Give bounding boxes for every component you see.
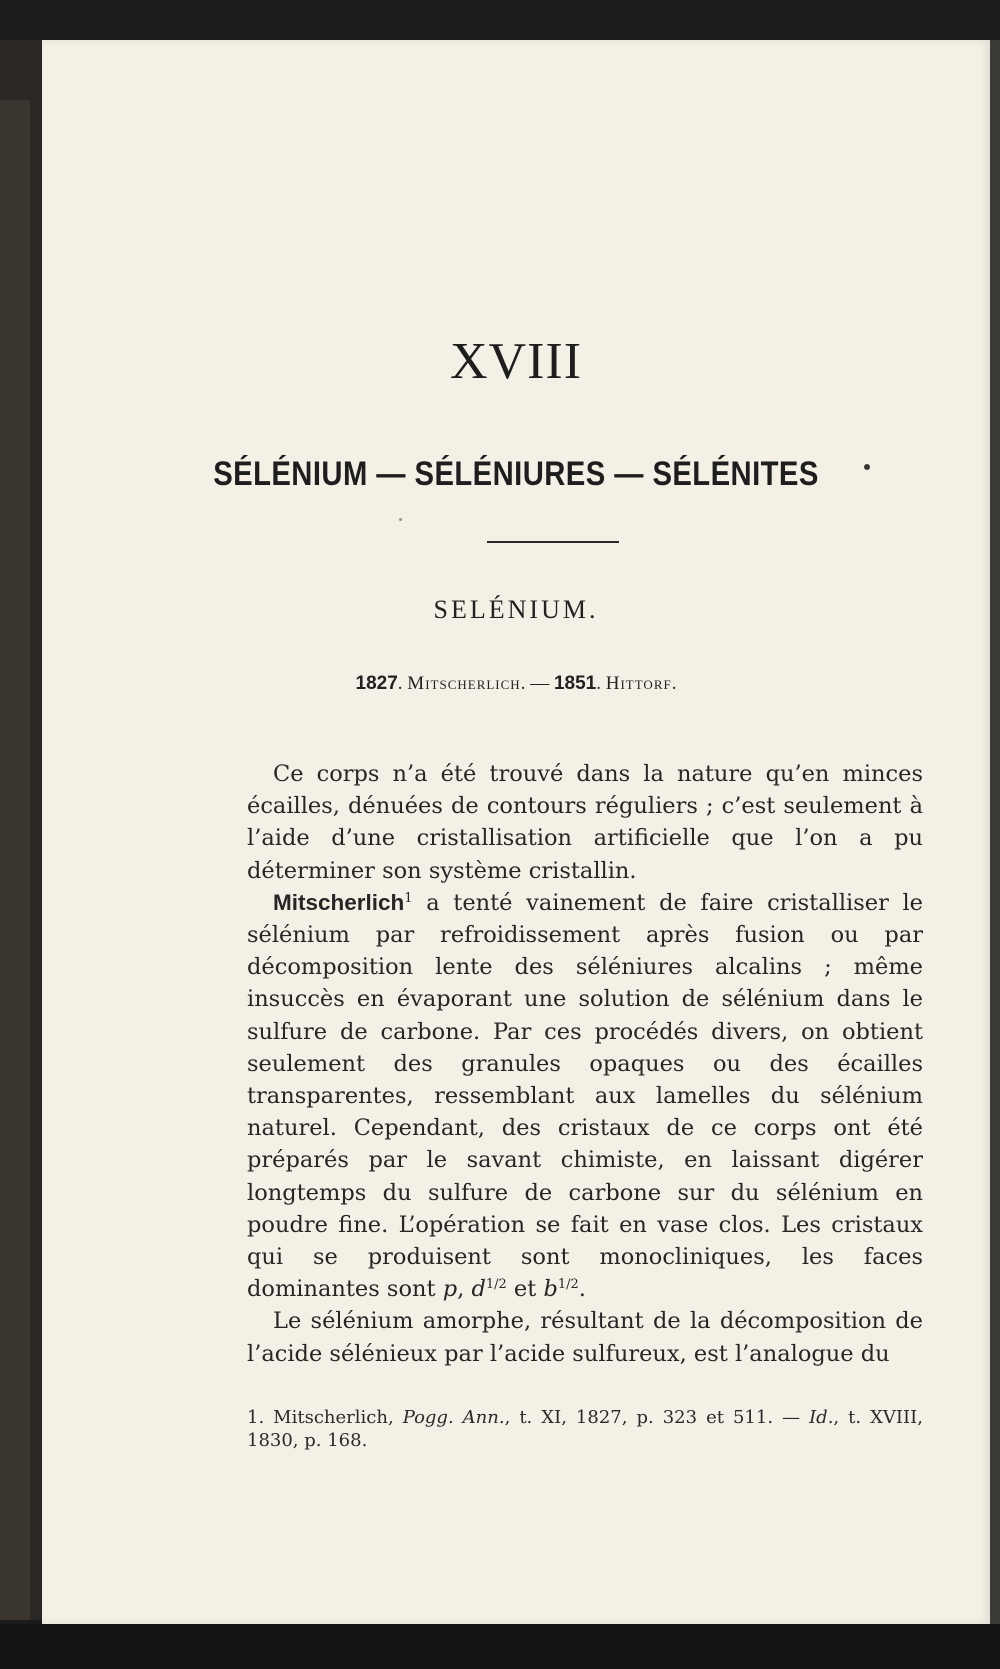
face-d: d [471,1276,486,1303]
history-line: 1827. Mitscherlich. — 1851. Hittorf. [355,673,677,694]
section-title: SELÉNIUM. [433,595,599,624]
scan-top-border [0,0,1000,40]
history-year-2: 1851 [553,673,597,694]
scan-left-border [0,40,42,1620]
face-p: p [442,1276,458,1303]
face-d-exponent: 1/2 [485,1277,507,1293]
scan-bottom-border [0,1624,1000,1669]
footnote: 1. Mitscherlich, Pogg. Ann., t. XI, 1827, p. 323 et 511. — Id., t. XVIII, 1830, p. 168. [247,1407,923,1451]
title-divider [487,541,619,543]
footnote-marker: 1 [404,890,413,906]
body-text [247,758,923,1370]
paragraph-2: Mitscherlich$^1$ a tenté vainement de faire cristalliser le sélénium par refroidissement après fusion ou par décomposition lente des séléniures alcalins ; même insuccès en évaporant une solution de sélénium dans le sulfure de carbone. Par ces procédés divers, on obtient seulement des granules opaques ou des écailles transparentes, ressemblant aux lamelles du sélénium naturel. Cependant, des cristaux de ce corps ont été préparés par le savant chimiste, en laissant digérer longtemps du sulfure de carbone sur du sélénium en poudre fine. L’opération se fait en vase clos. Les cristaux qui se produisent sont monocliniques, les faces dominantes sont p, $d^{1/2}$ et $b^{1/2}$. [247,889,923,1303]
history-name-2: Hittorf [605,673,672,694]
author-name: Mitscherlich [273,889,405,915]
footnote-ref-2: Id. [809,1407,834,1428]
speck [399,518,402,521]
paragraph-3: Le sélénium amorphe, résultant de la décomposition de l’acide sélénieux par l’acide sulfureux, est l’analogue du [247,1308,923,1367]
scan-right-border [990,40,1000,1630]
speck [864,464,870,470]
face-b: b [543,1276,558,1303]
chapter-title: SÉLÉNIUM — SÉLÉNIURES — SÉLÉNITES [213,455,819,493]
face-b-exponent: 1/2 [557,1277,579,1293]
footnote-ref-1: Pogg. Ann. [402,1407,505,1428]
book-page [42,40,990,1624]
chapter-number: XVIII [449,333,583,390]
history-name-1: Mitscherlich [407,673,521,694]
paragraph-1: Ce corps n’a été trouvé dans la nature qu’en minces écailles, dénuées de contours réguliers ; c’est seulement à l’aide d’une cristallisation artificielle que l’on a pu déterminer son système cristallin. [247,761,923,884]
history-year-1: 1827 [355,673,398,694]
speck [12,396,15,399]
